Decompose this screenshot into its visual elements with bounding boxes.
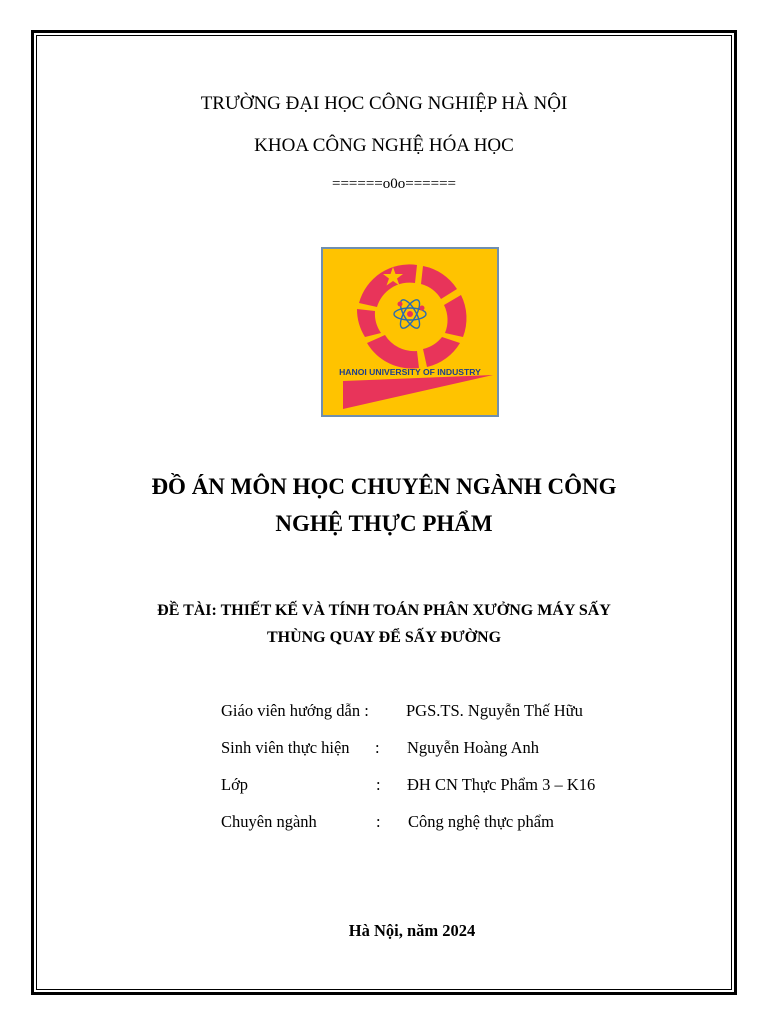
info-colon: : [376,812,381,831]
school-name: TRƯỜNG ĐẠI HỌC CÔNG NGHIỆP HÀ NỘI [200,93,568,114]
info-colon: : [375,738,380,757]
info-colon: : [376,775,381,794]
logo-lettering: HANOI UNIVERSITY OF INDUSTRY [339,367,481,377]
atom-electron [420,306,425,311]
place-and-year: Hà Nội, năm 2024 [348,921,476,940]
project-topic-line-2: THÙNG QUAY ĐỂ SẤY ĐƯỜNG [266,629,502,646]
project-topic [84,597,684,651]
project-topic-line-1: ĐỀ TÀI: THIẾT KẾ VÀ TÍNH TOÁN PHÂN XƯỞNG MÁY SẤY [157,602,611,619]
atom-nucleus [407,311,413,317]
project-title [84,468,684,542]
info-value: Nguyễn Hoàng Anh [407,738,539,757]
info-value: ĐH CN Thực Phẩm 3 – K16 [407,775,596,794]
info-label: Lớp [221,775,249,794]
university-logo [321,247,499,417]
info-value: PGS.TS. Nguyễn Thế Hữu [406,701,583,720]
project-title-line-2: NGHỆ THỰC PHẨM [275,511,493,536]
info-label: Chuyên ngành [221,812,317,831]
atom-electron [398,302,403,307]
university-logo-icon [321,247,499,417]
decorative-separator: ======o0o====== [331,176,456,192]
info-label: Sinh viên thực hiện [221,738,350,757]
faculty-name: KHOA CÔNG NGHỆ HÓA HỌC [254,135,514,156]
info-value: Công nghệ thực phẩm [408,812,554,831]
info-label: Giáo viên hướng dẫn : [221,701,369,720]
project-title-line-1: ĐỒ ÁN MÔN HỌC CHUYÊN NGÀNH CÔNG [151,474,617,499]
